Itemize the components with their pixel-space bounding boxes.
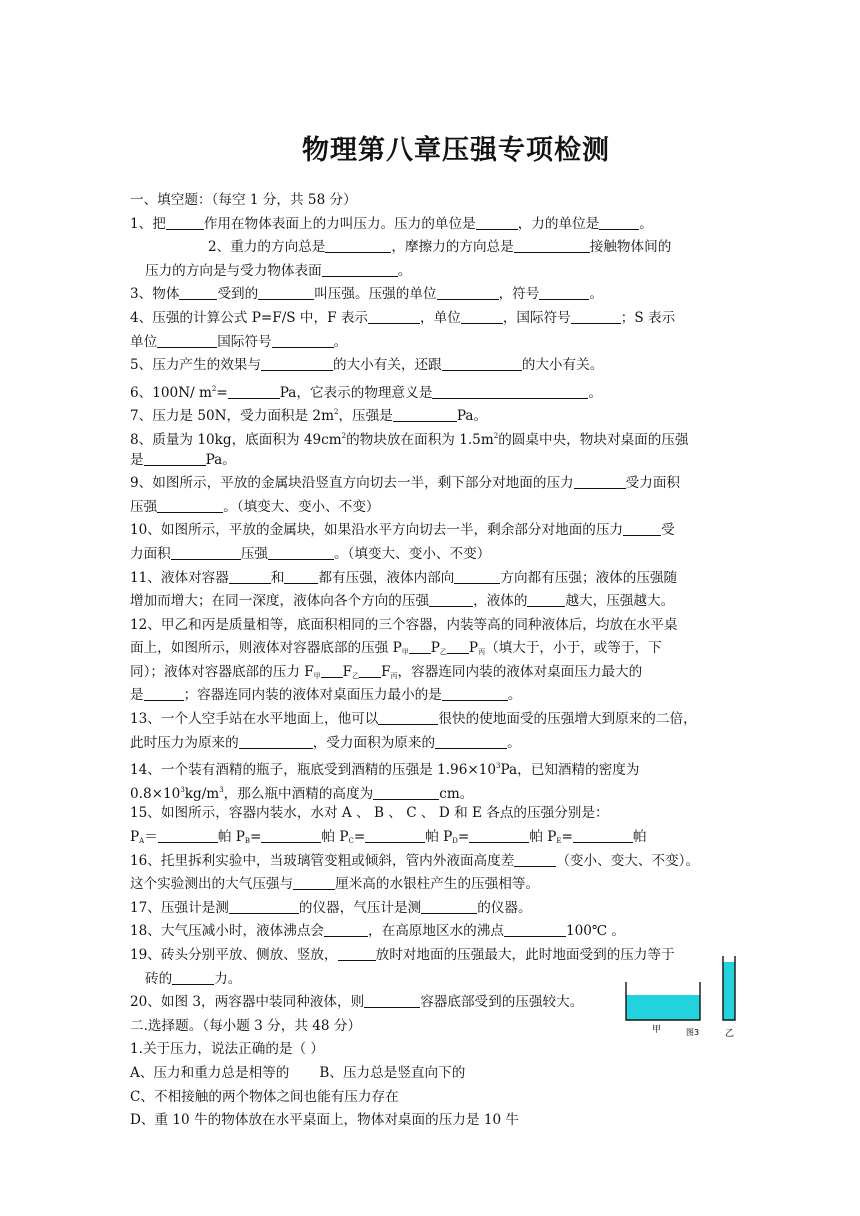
question-4-cont: 单位 国际符号 。	[130, 333, 348, 350]
water-narrow	[723, 962, 735, 1020]
question-12-line4: 是 ；容器连同内装的液体对桌面压力最小的是 。	[130, 687, 522, 704]
question-19: 19、砖头分别平放、侧放、竖放， 放时对地面的压强最大，此时地面受到的压力等于	[130, 947, 675, 963]
choice-options-ab	[130, 1062, 730, 1086]
option-a: A、压力和重力总是相等的	[130, 1064, 290, 1081]
question-12-line2: 面上，如图所示，则液体对容器底部的压强 $P_甲$ $P_乙$ $P_丙$（填大于，小于，或等于，下	[130, 640, 662, 657]
question-17: 17、压强计是测 的仪器，气压计是测 的仪器。	[130, 899, 532, 916]
question-9: 9、如图所示，平放的金属块沿竖直方向切去一半，剩下部分对地面的压力 受力面积	[130, 475, 681, 492]
question-13-cont: 此时压力为原来的 ，受力面积为原来的 。	[130, 734, 521, 751]
question-8-cont: 是 Pa。	[130, 451, 236, 468]
containers-diagram	[620, 952, 740, 1042]
section-heading: 一、填空题：（每空 1 分，共 58 分）	[130, 192, 357, 208]
question-20: 20、如图 3，两容器中装同种液体，则 容器底部受到的压强较大。	[130, 994, 584, 1011]
question-18: 18、大气压减小时，液体沸点会 ，在高原地区水的沸点 100℃ 。	[130, 923, 626, 940]
question-10-cont: 力面积 压强 。（填变大、变小、不变）	[130, 545, 491, 562]
section-heading-2: 二.选择题。（每小题 3 分，共 48 分）	[130, 1017, 362, 1034]
question-12: 12、甲乙和丙是质量相等，底面积相同的三个容器，内装等高的同种液体后，均放在水平桌	[130, 616, 678, 633]
question-11-cont: 增加而增大；在同一深度，液体向各个方向的压强 ，液体的 越大，压强越大。	[130, 593, 675, 610]
question-15-cont: $P_A=$ 帕 $P_B=$ 帕 $P_C=$ 帕 $P_D=$ 帕 $P_E=$ 帕	[130, 829, 647, 846]
question-1: 1、把 作用在物体表面上的力叫压力。压力的单位是 ，力的单位是 。	[130, 215, 653, 232]
question-15: 15、如图所示，容器内装水，水对 A 、 B 、 C 、 D 和 E 各点的压强分别是：	[130, 805, 609, 822]
question-16: 16、托里拆利实验中，当玻璃管变粗或倾斜，管内外液面高度差 （变小、变大、不变）。	[130, 852, 700, 869]
question-2-cont: 压力的方向是与受力物体表面 。	[145, 262, 412, 279]
question-5: 5、压力产生的效果与 的大小有关，还跟 的大小有关。	[130, 357, 604, 374]
question-8: 8、质量为 10kg，底面积为 $49cm^2$的物块放在面积为 $1.5m^2$的圆桌中央，物块对桌面的压强	[130, 431, 689, 448]
question-12-line3: 同）；液体对容器底部的压力 $F_甲$ $F_乙$ $F_丙$，容器连同内装的液体对桌面压力最大的	[130, 663, 643, 680]
question-3: 3、物体 受到的 叫压强。压强的单位 ，符号 。	[130, 286, 603, 303]
question-9-cont: 压强 。（填变大、变小、不变）	[130, 498, 380, 515]
question-16-cont: 这个实验测出的大气压强与 厘米高的水银柱产生的压强相等。	[130, 876, 540, 893]
option-c: C、不相接触的两个物体之间也能有压力存在	[130, 1088, 399, 1105]
figure-caption: 图3	[686, 1028, 700, 1037]
question-13: 13、一个人空手站在水平地面上，他可以 很快的使地面受的压强增大到原来的二倍，	[130, 711, 697, 728]
label-yi: 乙	[725, 1029, 735, 1039]
option-d: D、重 10 牛的物体放在水平桌面上，物体对桌面的压力是 10 牛	[130, 1112, 520, 1129]
question-14: 14、一个装有酒精的瓶子，瓶底受到酒精的压强是 $1.96\times 10^3Pa$，已知酒精的密度为	[130, 762, 640, 779]
question-7: 7、压力是 50N，受力面积是 $2m^2$，压强是 Pa。	[130, 408, 488, 425]
question-11: 11、液体对容器 和 都有压强，液体内部向 方向都有压强；液体的压强随	[130, 569, 678, 586]
figure-3	[620, 952, 740, 1042]
question-4: 4、压强的计算公式 P=F/S 中，F 表示 ，单位 ，国际符号 ；S 表示	[130, 309, 676, 326]
question-10: 10、如图所示，平放的金属块，如果沿水平方向切去一半，剩余部分对地面的压力 受	[130, 522, 675, 539]
label-jia: 甲	[652, 1025, 662, 1035]
question-2: 2、重力的方向总是 ，摩擦力的方向总是 接触物体间的	[208, 239, 672, 256]
water-wide	[626, 995, 700, 1020]
question-19-cont: 砖的 力。	[145, 970, 242, 987]
page-title: 物理第八章压强专项检测	[302, 135, 610, 166]
question-6: 6、100N/ $m^2= Pa$，它表示的物理意义是 。	[130, 384, 602, 401]
option-b: B、压力总是竖直向下的	[319, 1064, 466, 1081]
choice-question-1: 1.关于压力，说法正确的是（ ）	[130, 1041, 325, 1058]
question-14-cont: $0.8\times 10^3kg/m^3$，那么瓶中酒精的高度为 cm。	[130, 785, 474, 802]
